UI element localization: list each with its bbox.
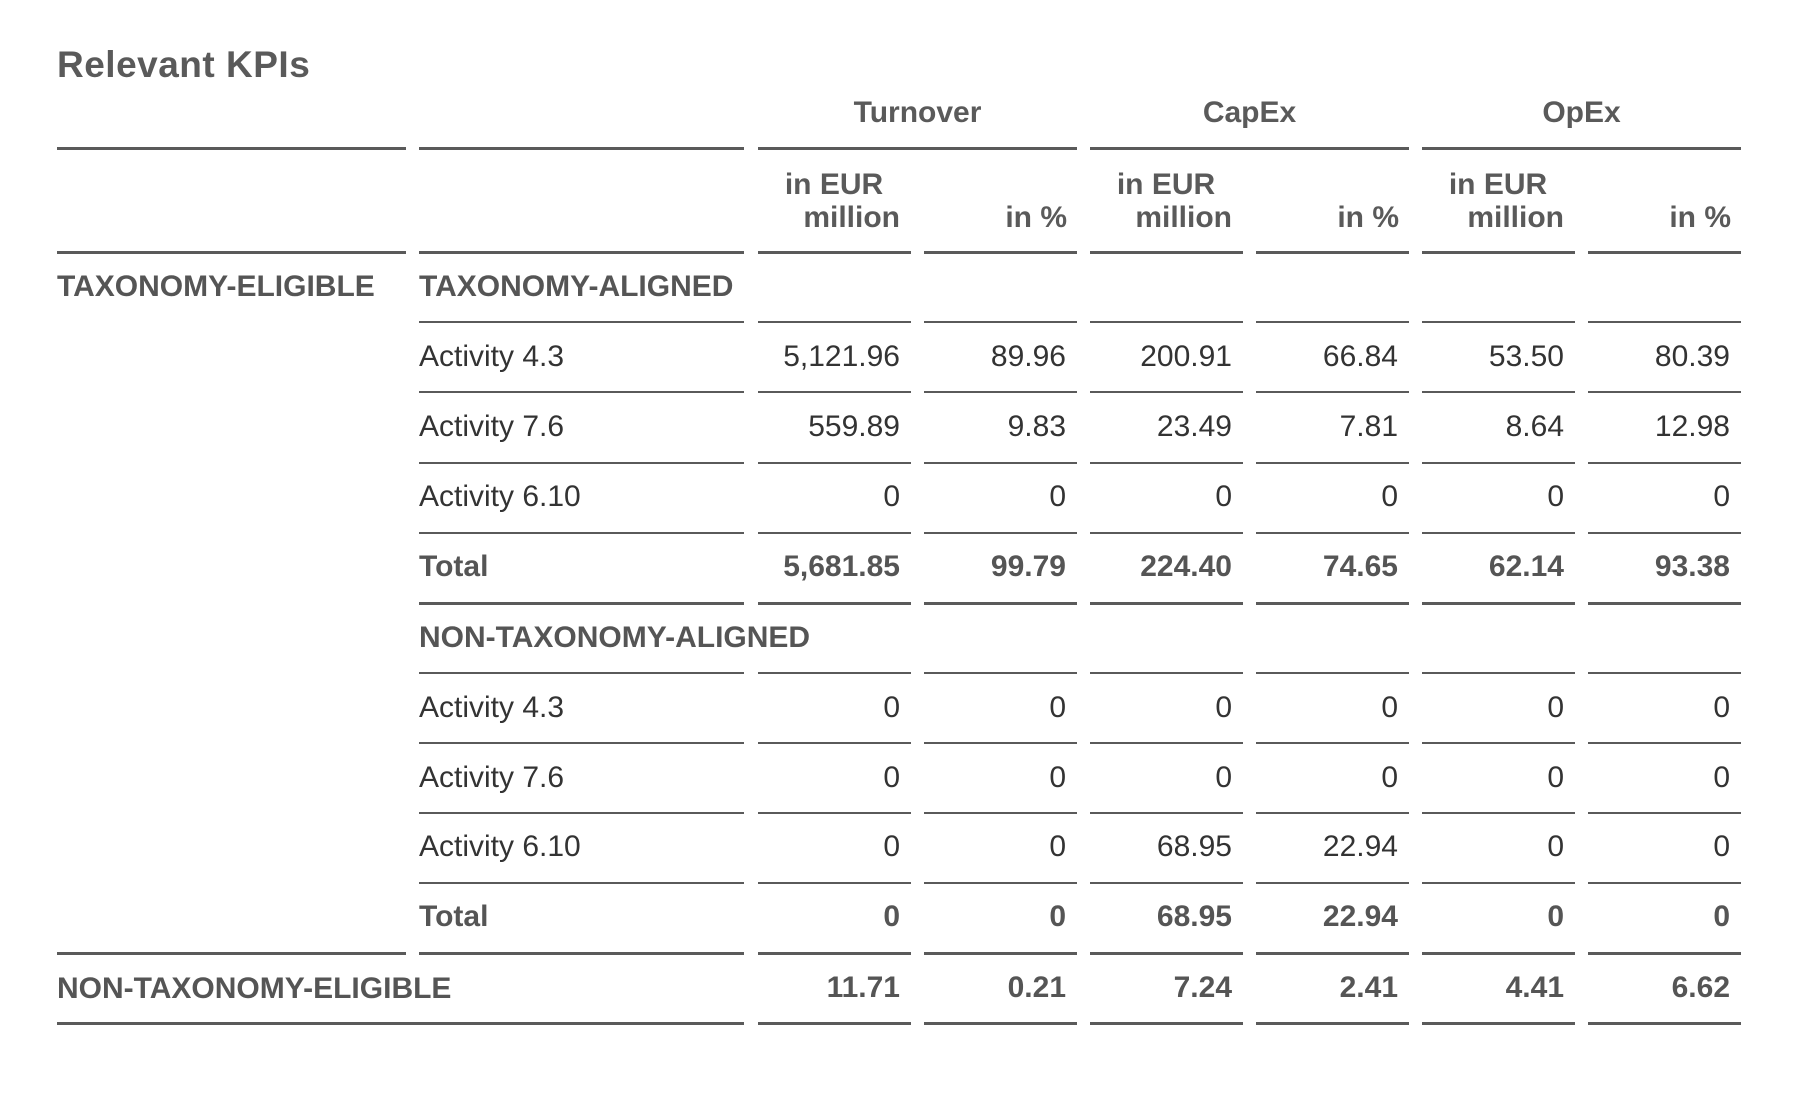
rule	[1090, 602, 1243, 605]
rule	[1422, 1022, 1575, 1025]
rule	[1090, 147, 1409, 150]
table-cell: 559.89	[808, 410, 900, 443]
rule	[1090, 1022, 1243, 1025]
rule	[1256, 952, 1409, 955]
rule	[419, 812, 744, 814]
table-cell: 0	[1381, 480, 1398, 513]
rule	[1588, 251, 1741, 254]
rule	[924, 952, 1077, 955]
rule	[1422, 391, 1575, 393]
rule	[924, 532, 1077, 534]
rule	[758, 882, 911, 884]
page-title: Relevant KPIs	[57, 44, 311, 85]
table-cell: 0.21	[1007, 971, 1066, 1004]
table-cell: 0	[1713, 480, 1730, 513]
table-cell: 0	[883, 830, 900, 863]
subheader-eur-line1: in EUR	[1116, 168, 1216, 201]
rule	[57, 147, 406, 150]
rule	[924, 251, 1077, 254]
subheader-turnover-eur	[758, 168, 900, 234]
rule	[419, 602, 744, 605]
subheader-eur-line2: million	[1467, 201, 1564, 234]
rule	[1256, 672, 1409, 674]
table-cell: 62.14	[1488, 550, 1564, 583]
rule	[924, 321, 1077, 323]
table-cell: 68.95	[1156, 900, 1232, 933]
subheader-eur-line2: million	[803, 201, 900, 234]
rule	[1588, 952, 1741, 955]
rule	[419, 532, 744, 534]
table-cell: 8.64	[1505, 410, 1564, 443]
rule	[758, 462, 911, 464]
rule	[1090, 952, 1243, 955]
rule	[1256, 462, 1409, 464]
subheader-turnover-pct: in %	[1005, 201, 1067, 234]
rule	[1422, 882, 1575, 884]
table-cell: 0	[1713, 830, 1730, 863]
rule	[1090, 391, 1243, 393]
table-cell: 11.71	[826, 971, 900, 1004]
table-cell: 0	[1547, 900, 1564, 933]
table-cell: 0	[1713, 900, 1730, 933]
table-cell: 0	[1547, 830, 1564, 863]
table-cell: 0	[1049, 830, 1066, 863]
table-cell: 80.39	[1654, 340, 1730, 373]
table-cell: 66.84	[1322, 340, 1398, 373]
rule	[57, 1022, 744, 1025]
rule	[758, 812, 911, 814]
rule	[1422, 742, 1575, 744]
rule	[57, 952, 406, 955]
rule	[1588, 321, 1741, 323]
table-cell: 99.79	[990, 550, 1066, 583]
rule	[1422, 672, 1575, 674]
rule	[1588, 812, 1741, 814]
rule	[1256, 391, 1409, 393]
table-cell: 0	[1049, 761, 1066, 794]
rule	[924, 602, 1077, 605]
table-cell: 0	[1547, 761, 1564, 794]
rule	[1588, 1022, 1741, 1025]
rule	[924, 391, 1077, 393]
rule	[419, 882, 744, 884]
table-cell: 0	[883, 691, 900, 724]
rule	[1588, 882, 1741, 884]
rule	[758, 952, 911, 955]
table-cell: 0	[1547, 691, 1564, 724]
table-cell: 5,681.85	[783, 550, 900, 583]
rule	[1256, 602, 1409, 605]
subheader-eur-line1: in EUR	[1448, 168, 1548, 201]
table-cell: 200.91	[1140, 340, 1232, 373]
total-label: Total	[419, 550, 489, 583]
table-cell: 9.83	[1007, 410, 1066, 443]
rule	[758, 742, 911, 744]
rule	[1256, 251, 1409, 254]
subheader-capex-pct: in %	[1337, 201, 1399, 234]
table-cell: 0	[883, 900, 900, 933]
table-cell: 74.65	[1322, 550, 1398, 583]
table-cell: 53.50	[1488, 340, 1564, 373]
rule	[758, 602, 911, 605]
rule	[1256, 882, 1409, 884]
rule	[57, 251, 406, 254]
table-cell: 5,121.96	[783, 340, 900, 373]
table-cell: 0	[1547, 480, 1564, 513]
rule	[1090, 321, 1243, 323]
table-cell: 0	[1713, 761, 1730, 794]
rule	[924, 812, 1077, 814]
rule	[924, 672, 1077, 674]
rule	[1588, 532, 1741, 534]
subheader-opex-eur	[1422, 168, 1564, 234]
table-cell: 7.24	[1173, 971, 1232, 1004]
rule	[419, 147, 744, 150]
rule	[1090, 462, 1243, 464]
table-cell: 0	[1049, 900, 1066, 933]
table-cell: 224.40	[1140, 550, 1232, 583]
rule	[1256, 321, 1409, 323]
rule	[1090, 672, 1243, 674]
table-cell: 0	[1381, 691, 1398, 724]
rule	[924, 882, 1077, 884]
subheader-eur-line1: in EUR	[784, 168, 884, 201]
section-taxonomy-aligned: TAXONOMY-ALIGNED	[419, 270, 734, 303]
rule	[1422, 147, 1741, 150]
rule	[924, 742, 1077, 744]
rule	[758, 1022, 911, 1025]
rule	[1588, 742, 1741, 744]
activity-label: Activity 6.10	[419, 830, 581, 863]
rule	[1256, 742, 1409, 744]
rule	[1422, 812, 1575, 814]
rule	[1422, 462, 1575, 464]
table-cell: 68.95	[1156, 830, 1232, 863]
activity-label: Activity 7.6	[419, 410, 565, 443]
section-taxonomy-eligible: TAXONOMY-ELIGIBLE	[57, 270, 375, 303]
rule	[1422, 602, 1575, 605]
activity-label: Activity 6.10	[419, 480, 581, 513]
table-cell: 89.96	[990, 340, 1066, 373]
rule	[1588, 672, 1741, 674]
section-non-taxonomy-eligible: NON-TAXONOMY-ELIGIBLE	[57, 972, 452, 1005]
table-cell: 0	[1713, 691, 1730, 724]
rule	[758, 251, 911, 254]
header-opex: OpEx	[1542, 96, 1621, 129]
rule	[419, 251, 744, 254]
table-cell: 0	[1049, 691, 1066, 724]
rule	[419, 672, 744, 674]
table-cell: 0	[1215, 480, 1232, 513]
table-cell: 6.62	[1671, 971, 1730, 1004]
activity-label: Activity 4.3	[419, 691, 565, 724]
rule	[1422, 532, 1575, 534]
rule	[1588, 391, 1741, 393]
rule	[758, 672, 911, 674]
total-label: Total	[419, 900, 489, 933]
table-cell: 0	[883, 480, 900, 513]
rule	[758, 147, 1077, 150]
header-capex: CapEx	[1202, 96, 1297, 129]
rule	[1256, 1022, 1409, 1025]
table-cell: 0	[1215, 761, 1232, 794]
table-cell: 7.81	[1339, 410, 1398, 443]
rule	[419, 952, 744, 955]
subheader-opex-pct: in %	[1669, 201, 1731, 234]
rule	[1588, 462, 1741, 464]
rule	[419, 391, 744, 393]
rule	[419, 462, 744, 464]
activity-label: Activity 4.3	[419, 340, 565, 373]
rule	[1256, 812, 1409, 814]
table-cell: 23.49	[1156, 410, 1232, 443]
rule	[1090, 742, 1243, 744]
rule	[1090, 882, 1243, 884]
rule	[924, 1022, 1077, 1025]
rule	[758, 321, 911, 323]
table-cell: 93.38	[1654, 550, 1730, 583]
table-cell: 2.41	[1339, 971, 1398, 1004]
rule	[1256, 532, 1409, 534]
subheader-eur-line2: million	[1135, 201, 1232, 234]
rule	[1422, 321, 1575, 323]
activity-label: Activity 7.6	[419, 761, 565, 794]
rule	[1588, 602, 1741, 605]
rule	[924, 462, 1077, 464]
rule	[1090, 812, 1243, 814]
header-turnover: Turnover	[853, 96, 982, 129]
table-cell: 12.98	[1654, 410, 1730, 443]
table-cell: 22.94	[1322, 900, 1398, 933]
rule	[1422, 251, 1575, 254]
table-cell: 22.94	[1322, 830, 1398, 863]
table-cell: 4.41	[1505, 971, 1564, 1004]
rule	[758, 391, 911, 393]
rule	[758, 532, 911, 534]
rule	[1090, 532, 1243, 534]
table-cell: 0	[883, 761, 900, 794]
rule	[1090, 251, 1243, 254]
table-cell: 0	[1049, 480, 1066, 513]
rule	[419, 742, 744, 744]
subheader-capex-eur	[1090, 168, 1232, 234]
table-cell: 0	[1215, 691, 1232, 724]
rule	[419, 321, 744, 323]
section-non-taxonomy-aligned: NON-TAXONOMY-ALIGNED	[419, 621, 811, 654]
rule	[1422, 952, 1575, 955]
table-cell: 0	[1381, 761, 1398, 794]
